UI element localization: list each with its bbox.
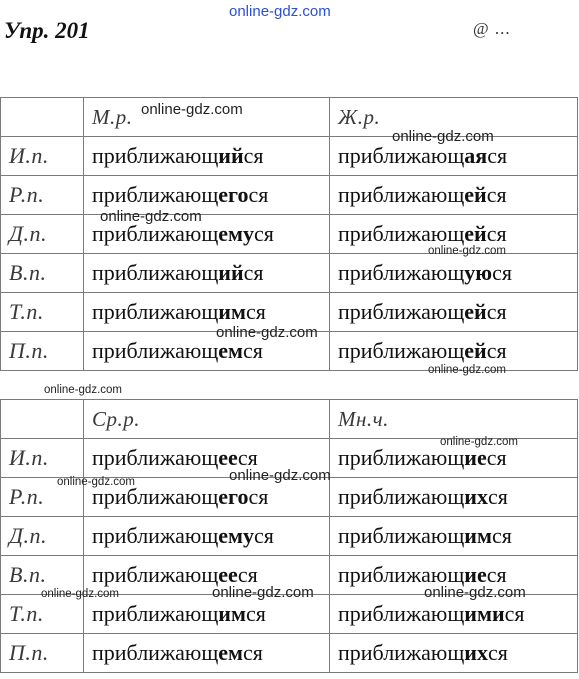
case-label: П.п. (1, 332, 84, 371)
word-stem: приближающ (92, 221, 219, 246)
word-suffix: ся (237, 445, 258, 470)
word-ending: ий (218, 260, 244, 285)
declension-table-1 (0, 97, 578, 371)
word-suffix: ся (248, 182, 269, 207)
word-stem: приближающ (338, 338, 465, 363)
word-stem: приближающ (338, 523, 465, 548)
watermark: online-gdz.com (141, 101, 243, 118)
word-stem: приближающ (92, 260, 219, 285)
word-ending: ем (218, 640, 244, 665)
word-ending: их (464, 640, 488, 665)
word-stem: приближающ (92, 143, 219, 168)
word-suffix: ся (243, 338, 263, 363)
case-label: Р.п. (1, 478, 84, 517)
watermark: online-gdz.com (212, 584, 314, 601)
word-stem: приближающ (92, 601, 219, 626)
word-ending: его (218, 182, 249, 207)
table-row (1, 176, 578, 215)
word-ending: ей (464, 182, 487, 207)
word-suffix: ся (487, 640, 508, 665)
word-form-cell (330, 137, 578, 176)
word-form-cell (330, 293, 578, 332)
case-label: Д.п. (1, 215, 84, 254)
word-suffix: ся (492, 260, 512, 285)
word-stem: приближающ (92, 523, 219, 548)
table-row (1, 137, 578, 176)
word-suffix: ся (243, 640, 263, 665)
case-label: Т.п. (1, 293, 84, 332)
word-form-cell (84, 293, 330, 332)
watermark: online-gdz.com (100, 208, 202, 225)
case-label: П.п. (1, 634, 84, 673)
column-header: Ж.р. (330, 98, 578, 137)
table-row (1, 332, 578, 371)
word-ending: ими (464, 601, 505, 626)
table-row (1, 215, 578, 254)
word-form-cell (84, 517, 330, 556)
column-header: Ср.р. (84, 400, 330, 439)
word-stem: приближающ (338, 640, 465, 665)
word-form-cell (84, 332, 330, 371)
word-stem: приближающ (338, 601, 465, 626)
word-suffix: ся (237, 562, 258, 587)
word-suffix: ся (486, 445, 507, 470)
watermark: online-gdz.com (428, 245, 506, 257)
word-stem: приближающ (338, 562, 465, 587)
word-suffix: ся (254, 523, 274, 548)
word-ending: ей (464, 299, 487, 324)
word-suffix: ся (486, 338, 507, 363)
word-suffix: ся (487, 143, 508, 168)
word-ending: ему (218, 523, 255, 548)
watermark: online-gdz.com (41, 588, 119, 600)
word-ending: ая (464, 143, 488, 168)
word-suffix: ся (248, 484, 269, 509)
word-form-cell (84, 439, 330, 478)
word-suffix: ся (245, 601, 266, 626)
word-ending: им (464, 523, 492, 548)
case-label: И.п. (1, 137, 84, 176)
word-ending: ей (464, 338, 487, 363)
header-watermark: online-gdz.com (229, 3, 331, 20)
word-stem: приближающ (92, 484, 219, 509)
word-form-cell (330, 517, 578, 556)
word-stem: приближающ (92, 562, 219, 587)
case-label: Д.п. (1, 517, 84, 556)
word-form-cell (84, 478, 330, 517)
watermark: online-gdz.com (424, 584, 526, 601)
word-form-cell (330, 478, 578, 517)
word-ending: им (218, 601, 246, 626)
word-stem: приближающ (338, 299, 465, 324)
word-form-cell (330, 215, 578, 254)
word-suffix: ся (254, 221, 274, 246)
table-row (1, 595, 578, 634)
word-form-cell (330, 254, 578, 293)
word-form-cell (330, 634, 578, 673)
word-form-cell (330, 556, 578, 595)
word-form-cell (330, 439, 578, 478)
watermark: online-gdz.com (392, 128, 494, 145)
header-row (1, 98, 578, 137)
word-stem: приближающ (338, 445, 465, 470)
table-row (1, 439, 578, 478)
case-label: Т.п. (1, 595, 84, 634)
word-stem: приближающ (338, 221, 465, 246)
watermark: online-gdz.com (216, 324, 318, 341)
word-stem: приближающ (92, 640, 219, 665)
word-suffix: ся (487, 484, 508, 509)
word-ending: ую (464, 260, 493, 285)
header-row (1, 400, 578, 439)
word-stem: приближающ (92, 445, 219, 470)
word-stem: приближающ (338, 260, 465, 285)
word-form-cell (84, 176, 330, 215)
word-ending: ем (218, 338, 244, 363)
word-suffix: ся (504, 601, 525, 626)
word-suffix: ся (486, 221, 507, 246)
word-stem: приближающ (92, 299, 219, 324)
table-row (1, 293, 578, 332)
word-ending: ее (218, 445, 238, 470)
word-form-cell (330, 595, 578, 634)
declension-table-2 (0, 399, 578, 673)
word-suffix: ся (486, 562, 507, 587)
word-stem: приближающ (338, 484, 465, 509)
word-stem: приближающ (338, 182, 465, 207)
word-form-cell (84, 634, 330, 673)
case-label: Р.п. (1, 176, 84, 215)
word-stem: приближающ (92, 182, 219, 207)
word-ending: ий (218, 143, 244, 168)
table-row (1, 254, 578, 293)
watermark: online-gdz.com (57, 476, 135, 488)
column-header: Мн.ч. (330, 400, 578, 439)
case-label: И.п. (1, 439, 84, 478)
case-label: В.п. (1, 254, 84, 293)
exercise-title: Упр. 201 (4, 18, 90, 43)
column-header: М.р. (84, 98, 330, 137)
word-suffix: ся (491, 523, 512, 548)
word-suffix: ся (486, 182, 507, 207)
corner-cell (1, 400, 84, 439)
word-ending: ие (464, 445, 487, 470)
word-suffix: ся (486, 299, 507, 324)
word-suffix: ся (245, 299, 266, 324)
corner-mark: @ ... (473, 19, 511, 38)
word-ending: ему (218, 221, 255, 246)
case-label: В.п. (1, 556, 84, 595)
word-stem: приближающ (92, 338, 219, 363)
word-stem: приближающ (338, 143, 465, 168)
word-ending: его (218, 484, 249, 509)
word-form-cell (84, 595, 330, 634)
watermark: online-gdz.com (229, 467, 331, 484)
word-ending: их (464, 484, 488, 509)
word-form-cell (330, 332, 578, 371)
watermark: online-gdz.com (44, 384, 122, 396)
watermark: online-gdz.com (428, 364, 506, 376)
word-form-cell (330, 176, 578, 215)
word-ending: им (218, 299, 246, 324)
word-suffix: ся (243, 143, 264, 168)
word-form-cell (84, 215, 330, 254)
table-row (1, 478, 578, 517)
watermark: online-gdz.com (440, 436, 518, 448)
word-form-cell (84, 254, 330, 293)
word-form-cell (84, 556, 330, 595)
table-row (1, 517, 578, 556)
corner-cell (1, 98, 84, 137)
word-ending: ее (218, 562, 238, 587)
table-row (1, 556, 578, 595)
table-row (1, 634, 578, 673)
word-form-cell (84, 137, 330, 176)
word-ending: ие (464, 562, 487, 587)
word-suffix: ся (243, 260, 264, 285)
word-ending: ей (464, 221, 487, 246)
